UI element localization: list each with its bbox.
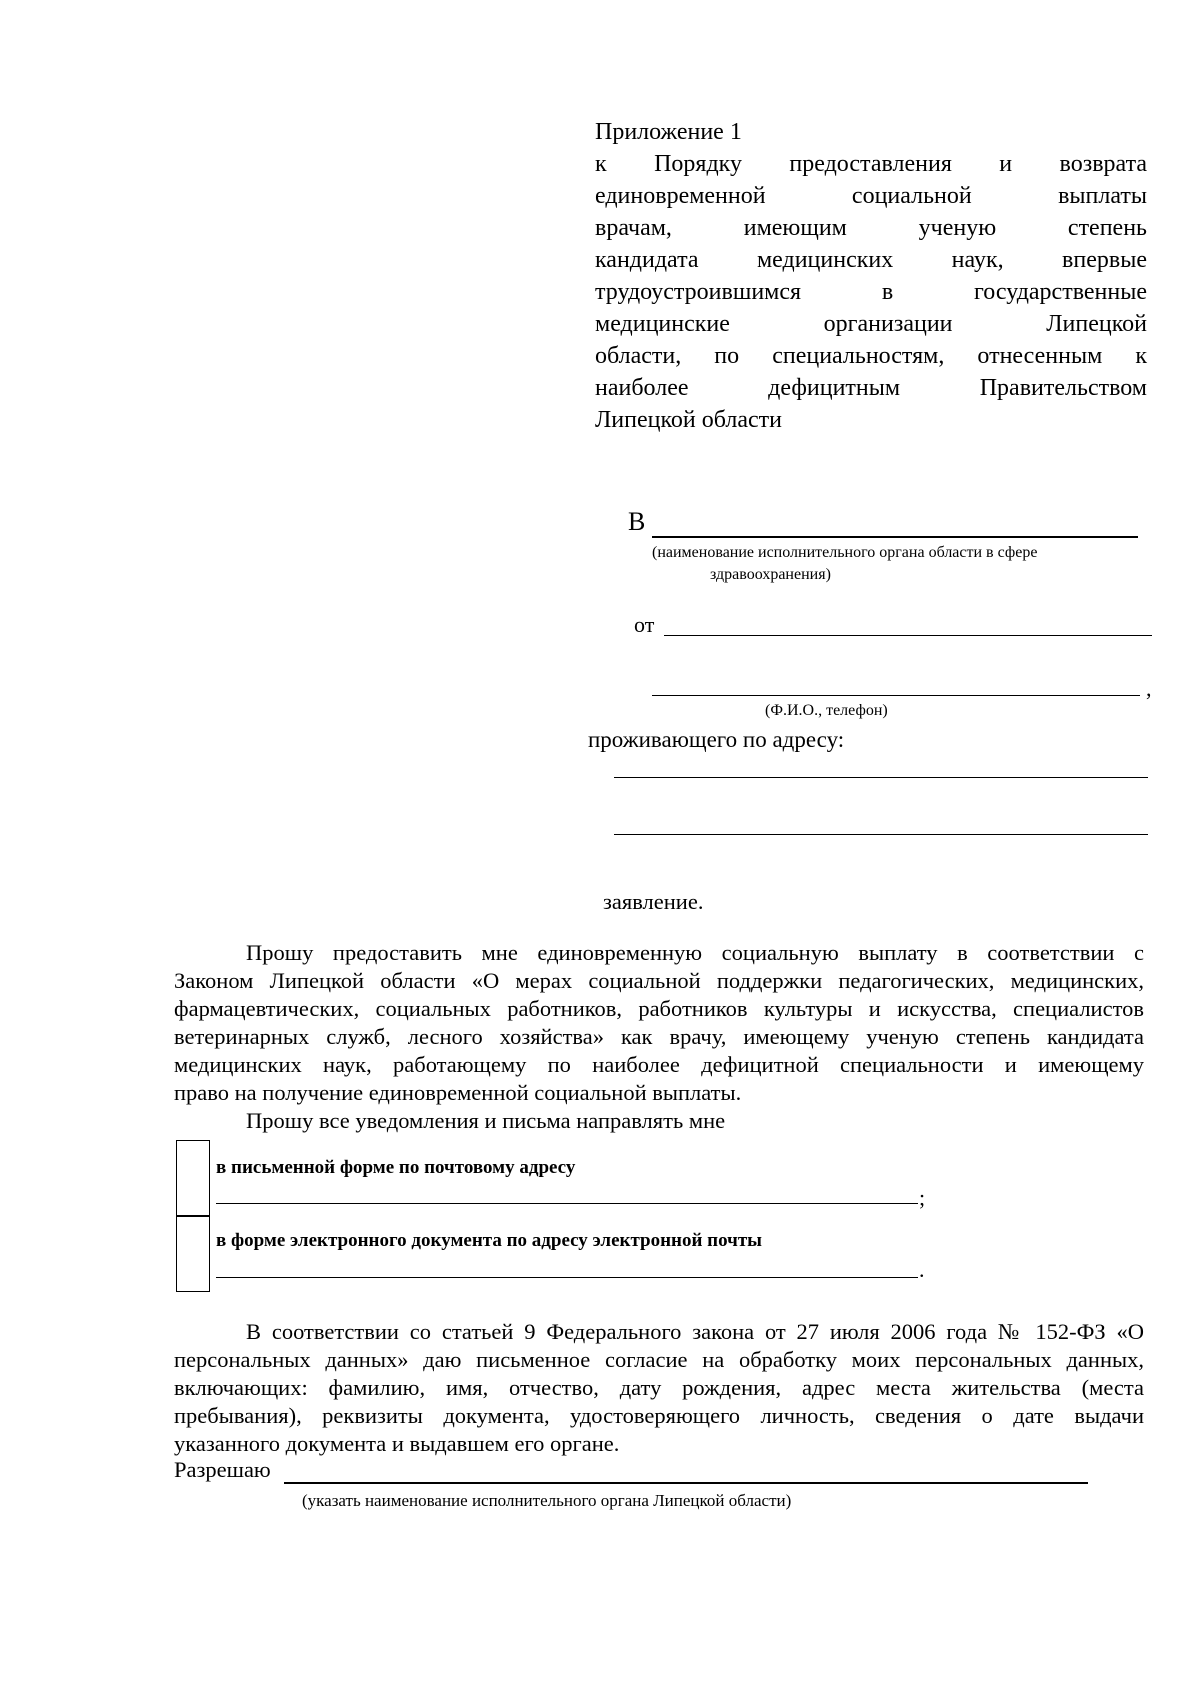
header-line: кандидата медицинских наук, впервые	[595, 247, 1147, 273]
option-email-label: в форме электронного документа по адресу электронной почты	[216, 1230, 763, 1251]
header-line: врачам, имеющим ученую степень	[595, 215, 1147, 241]
permit-hint: (указать наименование исполнительного органа Липецкой области)	[302, 1491, 792, 1510]
paragraph-line: включающих: фамилию, имя, отчество, дату рождения, адрес места жительства (места	[174, 1375, 1144, 1400]
paragraph-line: фармацевтических, социальных работников, работников культуры и искусства, специалистов	[174, 996, 1144, 1021]
permit-field-line[interactable]	[284, 1482, 1088, 1484]
consent-paragraph	[174, 1318, 1144, 1458]
header-line: к Порядку предоставления и возврата	[595, 151, 1147, 177]
header-line: медицинские организации Липецкой	[595, 311, 1147, 337]
address-label: проживающего по адресу:	[588, 727, 845, 752]
header-line: Липецкой области	[595, 407, 782, 433]
to-field-line[interactable]	[652, 536, 1138, 538]
paragraph-line: В соответствии со статьей 9 Федерального закона от 27 июля 2006 года № 152-ФЗ «О	[246, 1319, 1144, 1344]
paragraph-line: Законом Липецкой области «О мерах социальной поддержки педагогических, медицинских,	[174, 968, 1144, 993]
address-line-2[interactable]	[614, 834, 1148, 835]
header-line: области, по специальностям, отнесенным к	[595, 343, 1147, 369]
appendix-title: Приложение 1	[595, 119, 742, 145]
paragraph-line: пребывания), реквизиты документа, удостоверяющего личность, сведения о дате выдачи	[174, 1403, 1144, 1428]
option-postal-field-line[interactable]	[216, 1203, 918, 1204]
from-field-line[interactable]	[664, 635, 1152, 636]
header-line: единовременной социальной выплаты	[595, 183, 1147, 209]
paragraph-line: ветеринарных служб, лесного хозяйства» как врачу, имеющему ученую степень кандидата	[174, 1024, 1144, 1049]
option-postal-checkbox[interactable]	[176, 1140, 210, 1217]
option-postal-end: ;	[919, 1185, 926, 1210]
header-line: трудоустроившимся в государственные	[595, 279, 1147, 305]
permit-label: Разрешаю	[174, 1457, 271, 1482]
paragraph-line: медицинских наук, работающему по наиболее дефицитной специальности и имеющему	[174, 1052, 1144, 1077]
option-email-field-line[interactable]	[216, 1277, 918, 1278]
option-email-checkbox[interactable]	[176, 1215, 210, 1292]
fio-hint: (Ф.И.О., телефон)	[765, 702, 888, 719]
paragraph-line: указанного документа и выдавшем его органе.	[174, 1431, 620, 1456]
option-postal-label: в письменной форме по почтовому адресу	[216, 1157, 576, 1178]
to-prefix: В	[628, 507, 646, 536]
option-email-end: .	[919, 1257, 925, 1282]
paragraph-line: право на получение единовременной социальной выплаты.	[174, 1080, 742, 1105]
from-prefix: от	[634, 612, 655, 637]
header-line: наиболее дефицитным Правительством	[595, 375, 1147, 401]
paragraph-line: персональных данных» даю письменное согласие на обработку моих персональных данных,	[174, 1347, 1144, 1372]
address-line-1[interactable]	[614, 777, 1148, 778]
fio-comma: ,	[1146, 676, 1152, 701]
notify-line: Прошу все уведомления и письма направлять мне	[246, 1108, 726, 1133]
paragraph-line: Прошу предоставить мне единовременную социальную выплату в соответствии с	[246, 940, 1144, 965]
statement-paragraph	[174, 939, 1144, 1135]
to-hint-2: здравоохранения)	[710, 566, 831, 583]
to-hint-1: (наименование исполнительного органа области в сфере	[652, 544, 1038, 561]
appendix-subtitle	[595, 148, 1147, 436]
statement-title: заявление.	[603, 889, 704, 914]
header-block	[595, 116, 1147, 436]
fio-field-line[interactable]	[652, 695, 1140, 696]
